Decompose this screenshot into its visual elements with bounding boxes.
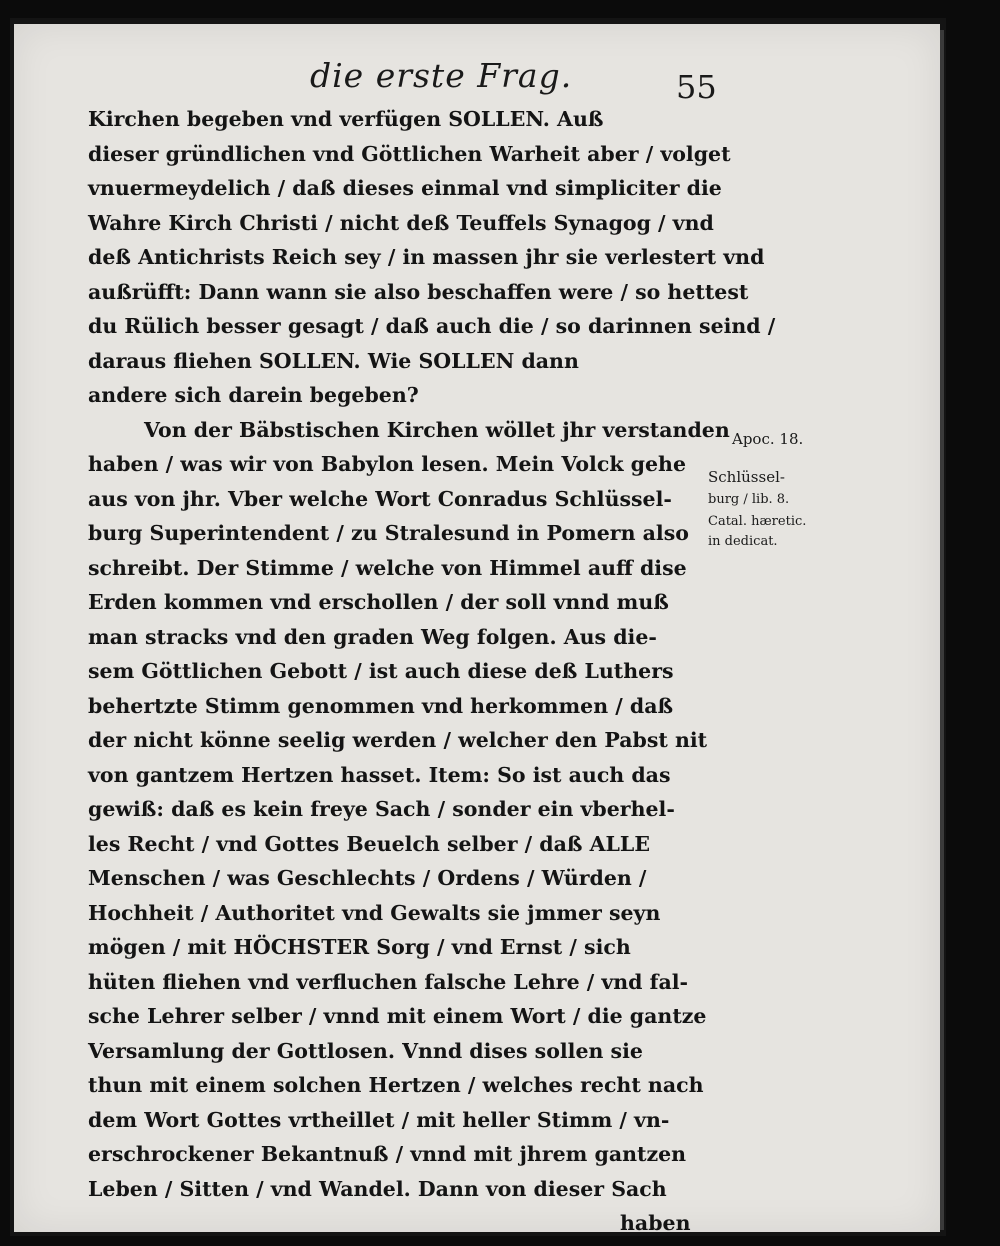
text-line: daraus fliehen SOLLEN. Wie SOLLEN dann (88, 348, 579, 373)
margin-note: in dedicat. (708, 534, 778, 549)
text-line: Leben / Sitten / vnd Wandel. Dann von dieser Sach (88, 1176, 667, 1201)
text-line: mögen / mit HÖCHSTER Sorg / vnd Ernst / sich (88, 935, 631, 959)
text-line: Kirchen begeben vnd verfügen SOLLEN. Auß (88, 107, 604, 131)
text-line: von gantzem Hertzen hasset. Item: So ist auch das (88, 762, 671, 787)
margin-note: burg / lib. 8. (708, 492, 790, 507)
text-line: burg Superintendent / zu Stralesund in Pomern also (88, 521, 689, 545)
text-line: du Rülich besser gesagt / daß auch die / so darinnen seind / (88, 314, 776, 338)
page-number: 55 (676, 68, 717, 106)
text-line: sem Göttlichen Gebott / ist auch diese deß Luthers (88, 659, 674, 683)
text-line: Versamlung der Gottlosen. Vnnd dises sollen sie (88, 1038, 643, 1063)
margin-note: Apoc. 18. (732, 430, 804, 448)
text-line: der nicht könne seelig werden / welcher den Pabst nit (88, 728, 708, 752)
text-line: Hochheit / Authoritet vnd Gewalts sie jmmer seyn (88, 900, 661, 925)
text-line: schreibt. Der Stimme / welche von Himmel auff dise (88, 555, 687, 580)
text-line: andere sich darein begeben? (88, 383, 419, 407)
text-line: dieser gründlichen vnd Göttlichen Warheit aber / volget (88, 141, 731, 166)
text-line: sche Lehrer selber / vnnd mit einem Wort / die gantze (88, 1004, 707, 1028)
text-line: Menschen / was Geschlechts / Ordens / Würden / (88, 866, 647, 890)
text-line: Wahre Kirch Christi / nicht deß Teuffels Synagog / vnd (88, 210, 714, 235)
catchword: haben (620, 1211, 691, 1235)
text-line: haben / was wir von Babylon lesen. Mein Volck gehe (88, 452, 686, 476)
text-line: les Recht / vnd Gottes Beuelch selber / daß ALLE (88, 831, 650, 856)
text-line: dem Wort Gottes vrtheillet / mit heller Stimm / vn- (88, 1107, 670, 1132)
text-line: erschrockener Bekantnuß / vnnd mit jhrem gantzen (88, 1142, 687, 1166)
text-line: gewiß: daß es kein freye Sach / sonder ein vberhel- (88, 797, 675, 821)
text-line: thun mit einem solchen Hertzen / welches recht nach (88, 1073, 704, 1097)
text-line: hüten fliehen vnd verfluchen falsche Lehre / vnd fal- (88, 969, 689, 994)
margin-note: Catal. hæretic. (708, 514, 807, 529)
page-edge-shadow (940, 30, 944, 1230)
text-line: man stracks vnd den graden Weg folgen. Aus die- (88, 624, 657, 649)
text-line: vnuermeydelich / daß dieses einmal vnd simpliciter die (88, 176, 722, 200)
running-head (0, 56, 1000, 106)
running-head-title: die erste Frag. (310, 56, 573, 95)
margin-note: Schlüssel- (708, 468, 785, 486)
text-line: Erden kommen vnd erschollen / der soll vnnd muß (88, 590, 669, 614)
text-line: deß Antichrists Reich sey / in massen jhr sie verlestert vnd (88, 245, 765, 269)
text-line: außrüfft: Dann wann sie also beschaffen were / so hettest (88, 279, 749, 304)
text-line: aus von jhr. Vber welche Wort Conradus Schlüssel- (88, 486, 672, 511)
text-line: behertzte Stimm genommen vnd herkommen / daß (88, 693, 674, 718)
text-line-indent: Von der Bäbstischen Kirchen wöllet jhr verstanden (144, 417, 730, 442)
